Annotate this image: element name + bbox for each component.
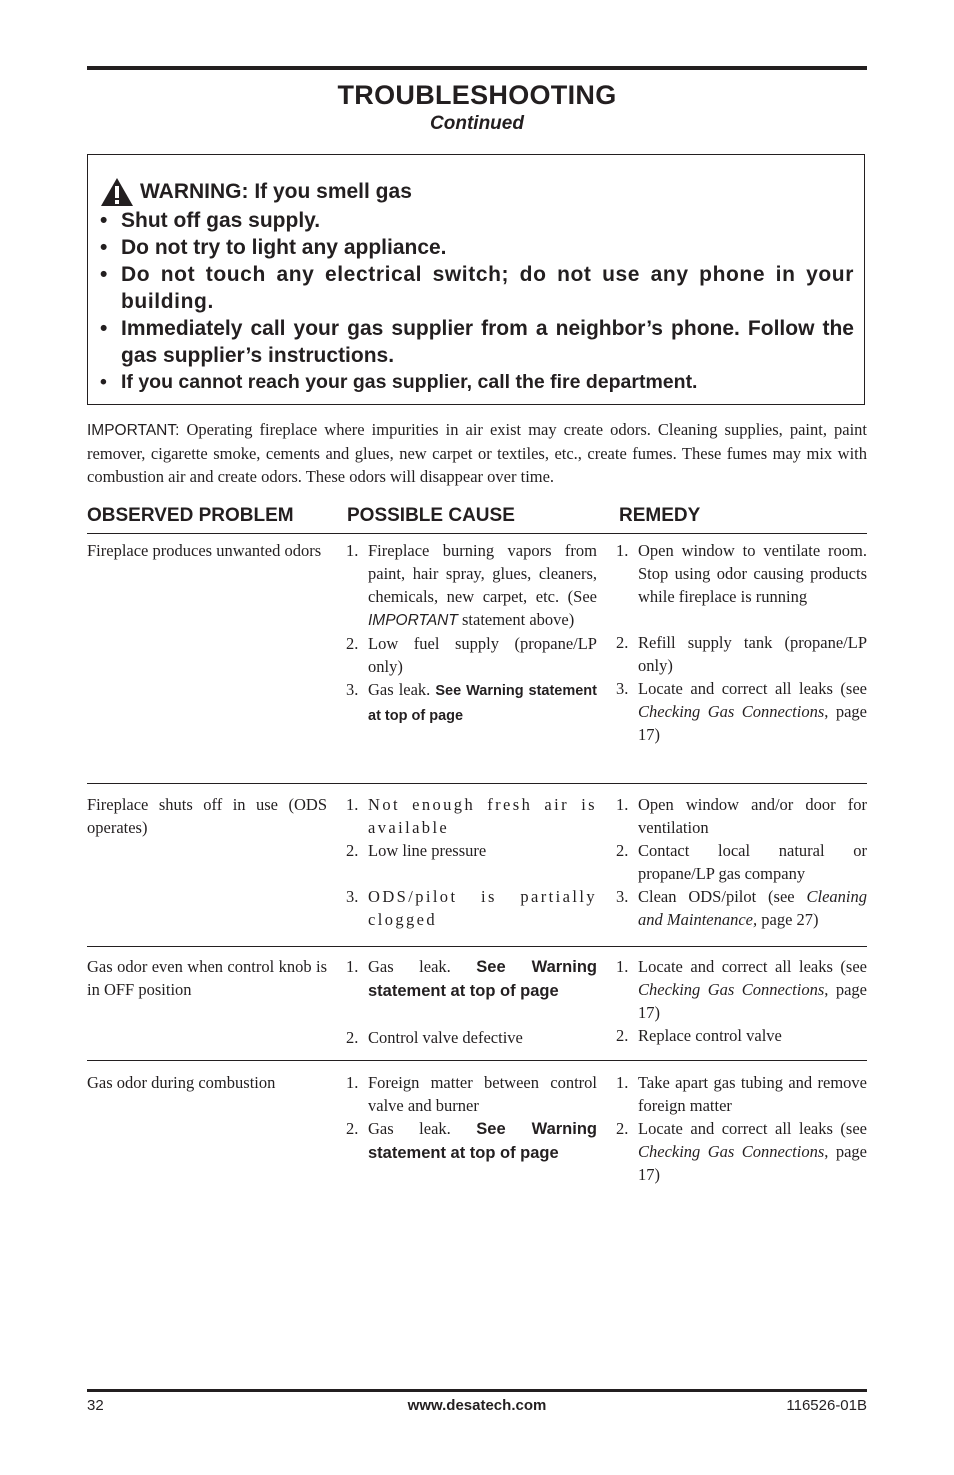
important-text: Operating fireplace where impurities in air exist may create odors. Cleaning supplies, paint, paint remover, cigarette smoke, cements and glues, new carpet or textiles, etc., create fumes. These fumes may mix with combustion air and create odors. These odors will disappear over time.: [87, 420, 867, 486]
remedy-cell: [616, 1071, 867, 1186]
warning-item: • Do not touch any electrical switch; do not use any phone in your building.: [100, 263, 854, 313]
cause-item: 1. Gas leak. See Warning statement at top of page: [346, 957, 597, 1000]
remedy-item: 1. Open window and/or door for ventilation: [616, 795, 867, 837]
warning-box: [87, 154, 865, 405]
remedy-cell: [616, 955, 867, 1047]
remedy-item: 2. Contact local natural or propane/LP gas company: [616, 841, 867, 883]
cause-item: 2. Gas leak. See Warning statement at top of page: [346, 1119, 597, 1162]
remedy-cell: [616, 539, 867, 746]
cause-item: 1. Fireplace burning vapors from paint, hair spray, glues, cleaners, chemicals, new carpet, etc. (See IMPORTANT statement above): [346, 541, 597, 629]
remedy-item: 1. Open window to ventilate room. Stop using odor causing products while fireplace is running: [616, 541, 867, 606]
remedy-item: 2. Refill supply tank (propane/LP only): [616, 633, 867, 675]
warning-triangle-icon: [100, 177, 134, 207]
important-label: IMPORTANT:: [87, 422, 180, 439]
warning-item: • Do not try to light any appliance.: [100, 236, 447, 259]
remedy-item: 2. Locate and correct all leaks (see Checking Gas Connections, page 17): [616, 1119, 867, 1184]
problem-cell: Fireplace produces unwanted odors: [87, 541, 322, 560]
cause-item: 3. ODS/pilot is partially clogged: [346, 887, 597, 929]
warning-list: [100, 207, 854, 396]
problem-cell: Fireplace shuts off in use (ODS operates): [87, 795, 327, 837]
cause-cell: [346, 539, 597, 728]
warning-item: • If you cannot reach your gas supplier, call the fire department.: [100, 371, 698, 393]
warning-item: • Shut off gas supply.: [100, 209, 321, 232]
warning-heading: [100, 177, 854, 207]
warning-heading-text: WARNING: If you smell gas: [140, 180, 412, 203]
row-divider: [87, 946, 867, 947]
problem-cell: Gas odor even when control knob is in OFF position: [87, 957, 327, 999]
cause-cell: [346, 793, 597, 931]
cause-item: 2. Control valve defective: [346, 1028, 523, 1047]
cause-item: 3. Gas leak. See Warning statement at top of page: [346, 680, 597, 724]
page-subtitle: Continued: [430, 113, 524, 134]
problem-cell: Gas odor during combustion: [87, 1073, 276, 1092]
cause-cell: [346, 1071, 597, 1165]
remedy-item: 3. Clean ODS/pilot (see Cleaning and Maintenance, page 27): [616, 887, 867, 929]
remedy-item: 1. Locate and correct all leaks (see Checking Gas Connections, page 17): [616, 957, 867, 1022]
row-divider: [87, 783, 867, 784]
remedy-item: 3. Locate and correct all leaks (see Checking Gas Connections, page 17): [616, 679, 867, 744]
cause-item: 1. Not enough fresh air is available: [346, 795, 597, 837]
table-header: [87, 505, 867, 534]
row-divider: [87, 1060, 867, 1061]
page-number: 32: [87, 1397, 104, 1414]
header-possible-cause: POSSIBLE CAUSE: [347, 505, 515, 526]
important-note: [87, 418, 867, 488]
header-observed-problem: OBSERVED PROBLEM: [87, 505, 294, 526]
footer-url: www.desatech.com: [407, 1397, 547, 1414]
cause-item: 2. Low line pressure: [346, 841, 487, 860]
cause-cell: [346, 955, 597, 1049]
cause-item: 2. Low fuel supply (propane/LP only): [346, 634, 597, 676]
warning-item: • Immediately call your gas supplier from a neighbor’s phone. Follow the gas supplier’s instructions.: [100, 317, 854, 367]
bottom-rule: [87, 1389, 867, 1392]
remedy-item: 2. Replace control valve: [616, 1026, 782, 1045]
page-title: TROUBLESHOOTING: [337, 80, 617, 110]
header-remedy: REMEDY: [619, 505, 701, 526]
remedy-item: 1. Take apart gas tubing and remove foreign matter: [616, 1073, 867, 1115]
doc-number: 116526-01B: [786, 1397, 867, 1414]
remedy-cell: [616, 793, 867, 931]
cause-item: 1. Foreign matter between control valve and burner: [346, 1073, 597, 1115]
top-rule: [87, 66, 867, 70]
